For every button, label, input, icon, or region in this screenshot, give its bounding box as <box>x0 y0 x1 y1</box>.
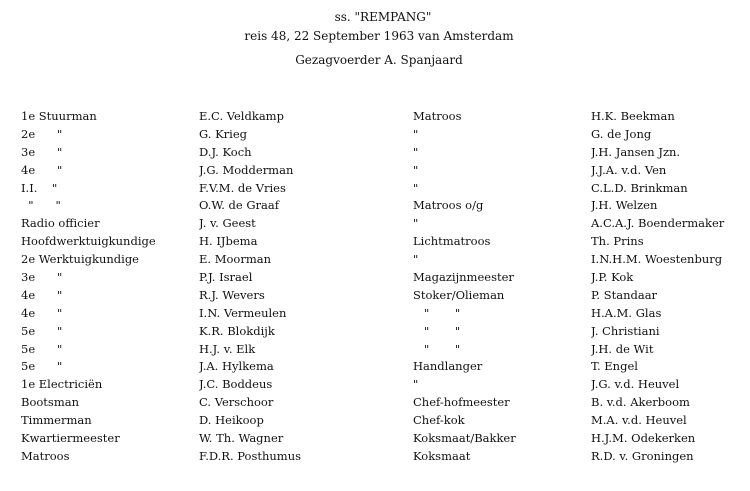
crew-row <box>0 180 750 198</box>
rank-left: 4e " <box>21 162 63 177</box>
name-right: M.A. v.d. Heuvel <box>591 413 687 428</box>
name-right: T. Engel <box>591 359 638 374</box>
rank-right: " <box>413 377 419 392</box>
crew-row <box>0 323 750 341</box>
crew-row <box>0 108 750 126</box>
name-left: O.W. de Graaf <box>199 198 280 213</box>
rank-left: I.I. " <box>21 180 58 195</box>
rank-left: 5e " <box>21 359 63 374</box>
name-left: J.C. Boddeus <box>199 377 273 392</box>
name-left: H.J. v. Elk <box>199 341 256 356</box>
rank-left: Timmerman <box>21 413 92 428</box>
name-right: J.H. de Wit <box>591 341 654 356</box>
crew-row <box>0 305 750 323</box>
crew-row <box>0 144 750 162</box>
rank-left: 5e " <box>21 323 63 338</box>
crew-table <box>0 108 750 466</box>
name-left: K.R. Blokdijk <box>199 323 275 338</box>
name-right: R.D. v. Groningen <box>591 448 694 463</box>
name-right: H.J.M. Odekerken <box>591 431 696 446</box>
rank-left: Radio officier <box>21 216 100 231</box>
rank-right: Koksmaat/Bakker <box>413 431 516 446</box>
name-left: W. Th. Wagner <box>199 431 284 446</box>
rank-left: Bootsman <box>21 395 79 410</box>
rank-right: Stoker/Olieman <box>413 287 505 302</box>
rank-right: Magazijnmeester <box>413 270 514 285</box>
rank-left: 5e " <box>21 341 63 356</box>
voyage-line: reis 48, 22 September 1963 van Amsterdam <box>244 29 514 43</box>
name-right: J.H. Jansen Jzn. <box>591 144 681 159</box>
name-left: H. IJbema <box>199 234 258 249</box>
name-right: Th. Prins <box>591 234 644 249</box>
name-left: D. Heikoop <box>199 413 264 428</box>
name-right: H.A.M. Glas <box>591 305 662 320</box>
crew-row <box>0 126 750 144</box>
name-left: D.J. Koch <box>199 144 252 159</box>
crew-row <box>0 448 750 466</box>
rank-right: Handlanger <box>413 359 483 374</box>
ship-name: ss. "REMPANG" <box>334 10 432 24</box>
crew-row <box>0 376 750 394</box>
name-left: I.N. Vermeulen <box>199 305 287 320</box>
name-left: C. Verschoor <box>199 395 274 410</box>
name-left: F.V.M. de Vries <box>199 180 286 195</box>
rank-left: Hoofdwerktuigkundige <box>21 234 156 249</box>
name-right: B. v.d. Akerboom <box>591 395 690 410</box>
crew-row <box>0 341 750 359</box>
name-left: P.J. Israel <box>199 270 253 285</box>
rank-left: 4e " <box>21 305 63 320</box>
crew-row <box>0 412 750 430</box>
rank-right: " <box>413 252 419 267</box>
name-left: E.C. Veldkamp <box>199 109 284 123</box>
rank-left: " " <box>21 198 61 213</box>
name-right: J. Christiani <box>591 323 660 338</box>
name-left: G. Krieg <box>199 126 248 141</box>
rank-right: " <box>413 180 419 195</box>
name-right: J.H. Welzen <box>591 198 658 213</box>
name-right: H.K. Beekman <box>591 109 675 123</box>
rank-right: " <box>413 162 419 177</box>
crew-row <box>0 358 750 376</box>
crew-row <box>0 287 750 305</box>
crew-row <box>0 233 750 251</box>
name-right: J.P. Kok <box>591 270 634 285</box>
rank-right: Matroos o/g <box>413 198 484 213</box>
rank-right: Chef-hofmeester <box>413 395 510 410</box>
crew-row <box>0 394 750 412</box>
rank-right: " <box>413 126 419 141</box>
name-right: J.G. v.d. Heuvel <box>591 377 680 392</box>
rank-left: 4e " <box>21 287 63 302</box>
rank-left: Matroos <box>21 448 70 463</box>
name-right: I.N.H.M. Woestenburg <box>591 252 723 267</box>
rank-left: 2e " <box>21 126 63 141</box>
rank-right: Chef-kok <box>413 413 465 428</box>
rank-right: Lichtmatroos <box>413 234 491 249</box>
captain-line: Gezagvoerder A. Spanjaard <box>295 53 463 67</box>
rank-right: " " <box>413 341 461 356</box>
name-right: C.L.D. Brinkman <box>591 180 688 195</box>
name-left: J. v. Geest <box>199 216 256 231</box>
rank-left: 1e Stuurman <box>21 109 97 123</box>
rank-right: " " <box>413 323 461 338</box>
crew-row <box>0 162 750 180</box>
rank-left: 3e " <box>21 144 63 159</box>
name-right: J.J.A. v.d. Ven <box>591 162 667 177</box>
name-right: P. Standaar <box>591 287 658 302</box>
rank-left: 1e Electriciën <box>21 377 103 392</box>
rank-right: " " <box>413 305 461 320</box>
rank-right: " <box>413 216 419 231</box>
name-right: A.C.A.J. Boendermaker <box>591 216 725 231</box>
name-left: R.J. Wevers <box>199 287 265 302</box>
crew-row <box>0 197 750 215</box>
crew-row <box>0 251 750 269</box>
rank-left: 3e " <box>21 270 63 285</box>
crew-row <box>0 215 750 233</box>
rank-right: Matroos <box>413 109 462 123</box>
name-left: J.A. Hylkema <box>199 359 274 374</box>
name-left: J.G. Modderman <box>199 162 294 177</box>
rank-right: Koksmaat <box>413 448 471 463</box>
rank-left: Kwartiermeester <box>21 431 120 446</box>
crew-row <box>0 430 750 448</box>
name-left: E. Moorman <box>199 252 271 267</box>
name-left: F.D.R. Posthumus <box>199 448 302 463</box>
name-right: G. de Jong <box>591 126 652 141</box>
crew-row <box>0 269 750 287</box>
rank-right: " <box>413 144 419 159</box>
rank-left: 2e Werktuigkundige <box>21 252 139 267</box>
